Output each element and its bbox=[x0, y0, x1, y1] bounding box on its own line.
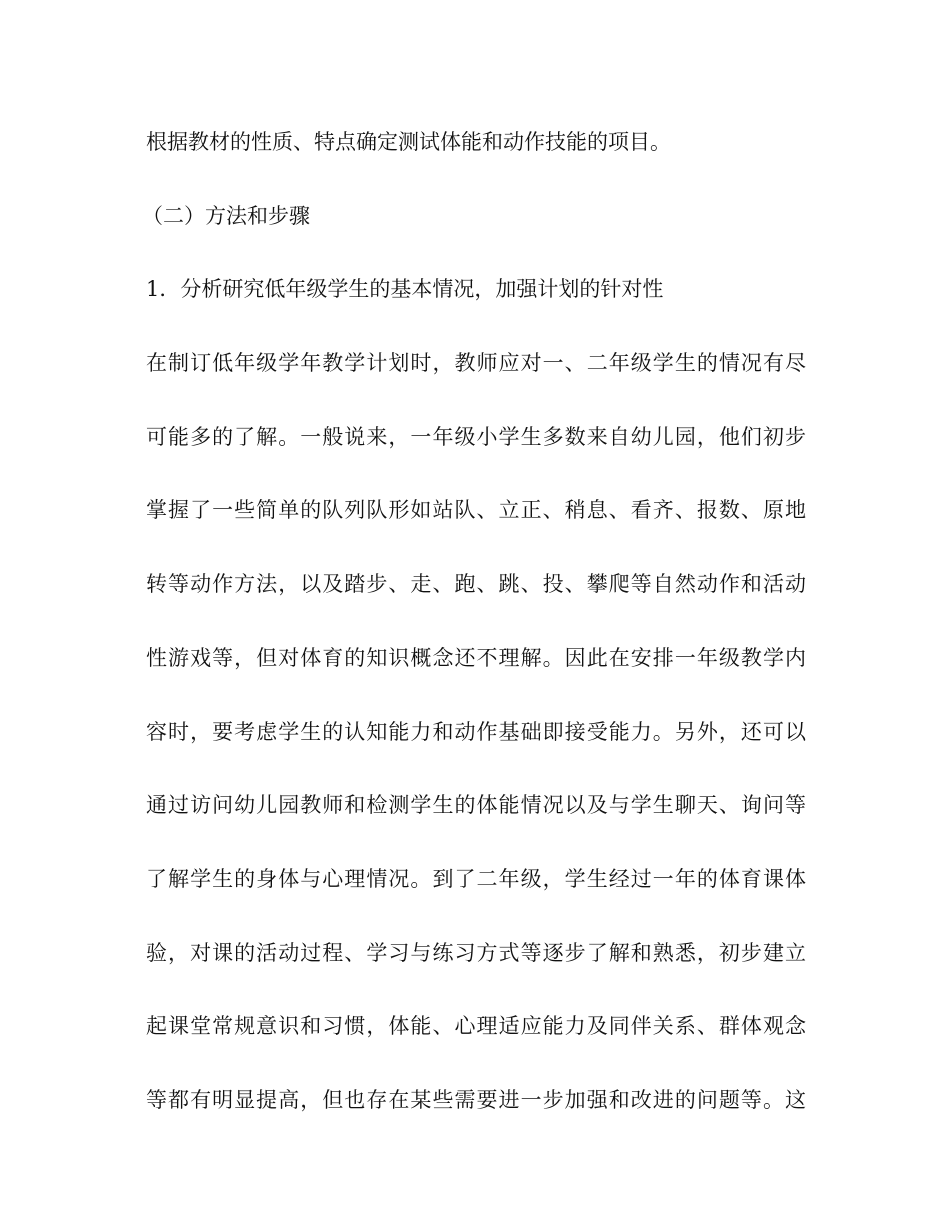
subsection-heading: 1．分析研究低年级学生的基本情况，加强计划的针对性 bbox=[146, 277, 664, 302]
paragraph-line: 通过访问幼儿园教师和检测学生的体能情况以及与学生聊天、询问等 bbox=[146, 793, 806, 818]
paragraph-line: 在制订低年级学年教学计划时，教师应对一、二年级学生的情况有尽 bbox=[146, 351, 806, 376]
paragraph-line: 根据教材的性质、特点确定测试体能和动作技能的项目。 bbox=[146, 130, 671, 154]
paragraph-line: 验，对课的活动过程、学习与练习方式等逐步了解和熟悉，初步建立 bbox=[146, 940, 806, 965]
paragraph-line: 性游戏等，但对体育的知识概念还不理解。因此在安排一年级教学内 bbox=[146, 645, 806, 670]
paragraph-line: 掌握了一些简单的队列队形如站队、立正、稍息、看齐、报数、原地 bbox=[146, 498, 806, 523]
document-body bbox=[142, 121, 806, 1153]
paragraph-line: 容时，要考虑学生的认知能力和动作基础即接受能力。另外，还可以 bbox=[146, 719, 806, 744]
paragraph-line: 转等动作方法，以及踏步、走、跑、跳、投、攀爬等自然动作和活动 bbox=[146, 572, 806, 597]
paragraph-line: 了解学生的身体与心理情况。到了二年级，学生经过一年的体育课体 bbox=[146, 866, 806, 891]
section-heading: （二）方法和步骤 bbox=[142, 203, 310, 228]
paragraph-line: 可能多的了解。一般说来，一年级小学生多数来自幼儿园，他们初步 bbox=[146, 424, 806, 449]
paragraph-line: 起课堂常规意识和习惯，体能、心理适应能力及同伴关系、群体观念 bbox=[146, 1014, 806, 1039]
paragraph-line: 等都有明显提高，但也存在某些需要进一步加强和改进的问题等。这 bbox=[146, 1087, 806, 1112]
